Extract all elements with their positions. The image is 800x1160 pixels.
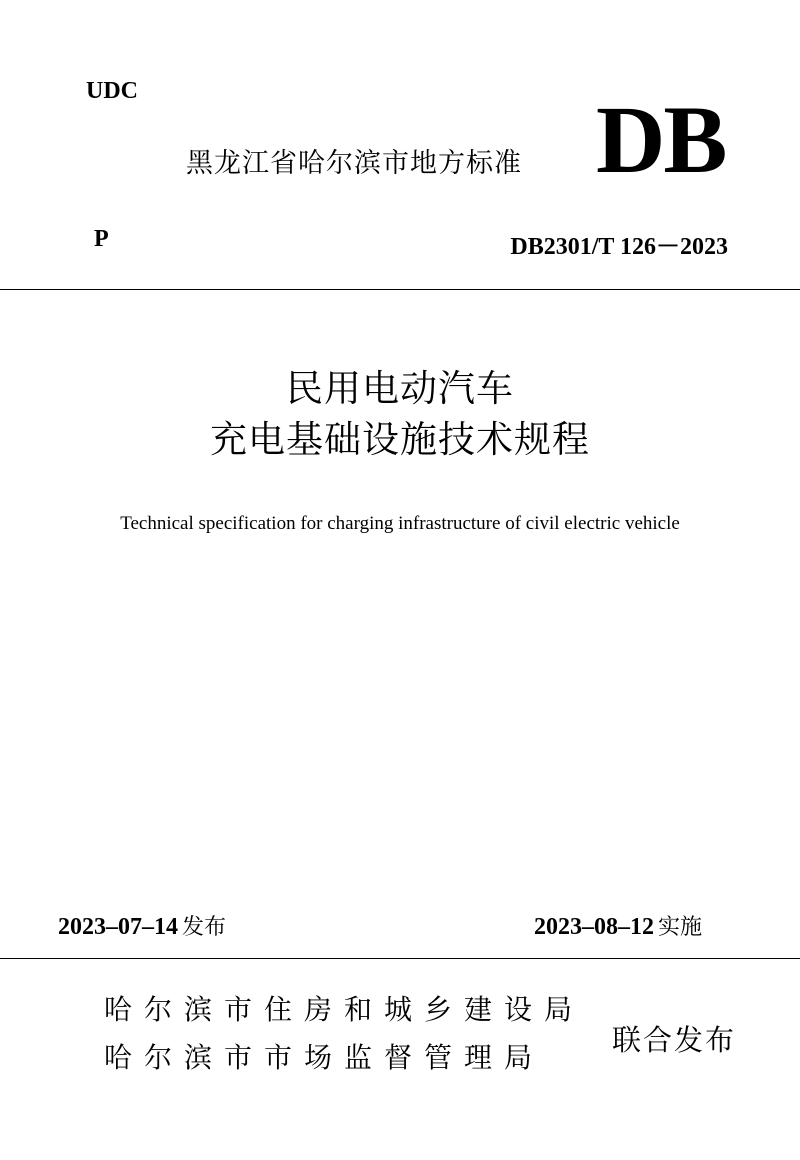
bottom-divider xyxy=(0,958,800,959)
issuer-1: 哈尔滨市住房和城乡建设局 xyxy=(104,993,585,1026)
joint-issue-label: 联合发布 xyxy=(612,1023,737,1057)
standard-number: DB2301/T 126－2023 xyxy=(510,234,728,260)
db-mark: DB xyxy=(596,86,726,193)
category-code: P xyxy=(94,226,109,252)
udc-label: UDC xyxy=(86,78,138,104)
standard-type-name: 黑龙江省哈尔滨市地方标准 xyxy=(186,148,522,179)
title-line-1: 民用电动汽车 xyxy=(286,367,514,410)
effective-date-block xyxy=(534,910,702,941)
title-line-2: 充电基础设施技术规程 xyxy=(210,418,590,461)
issue-date: 2023–07–14 xyxy=(58,914,178,940)
title-english: Technical specification for charging infrastructure of civil electric vehicle xyxy=(120,513,680,534)
issue-date-block xyxy=(58,910,226,941)
issuer-2: 哈尔滨市市场监督管理局 xyxy=(104,1041,545,1074)
effective-label: 实施 xyxy=(658,915,703,940)
top-divider xyxy=(0,289,800,290)
effective-date: 2023–08–12 xyxy=(534,914,654,940)
issue-label: 发布 xyxy=(182,915,227,940)
